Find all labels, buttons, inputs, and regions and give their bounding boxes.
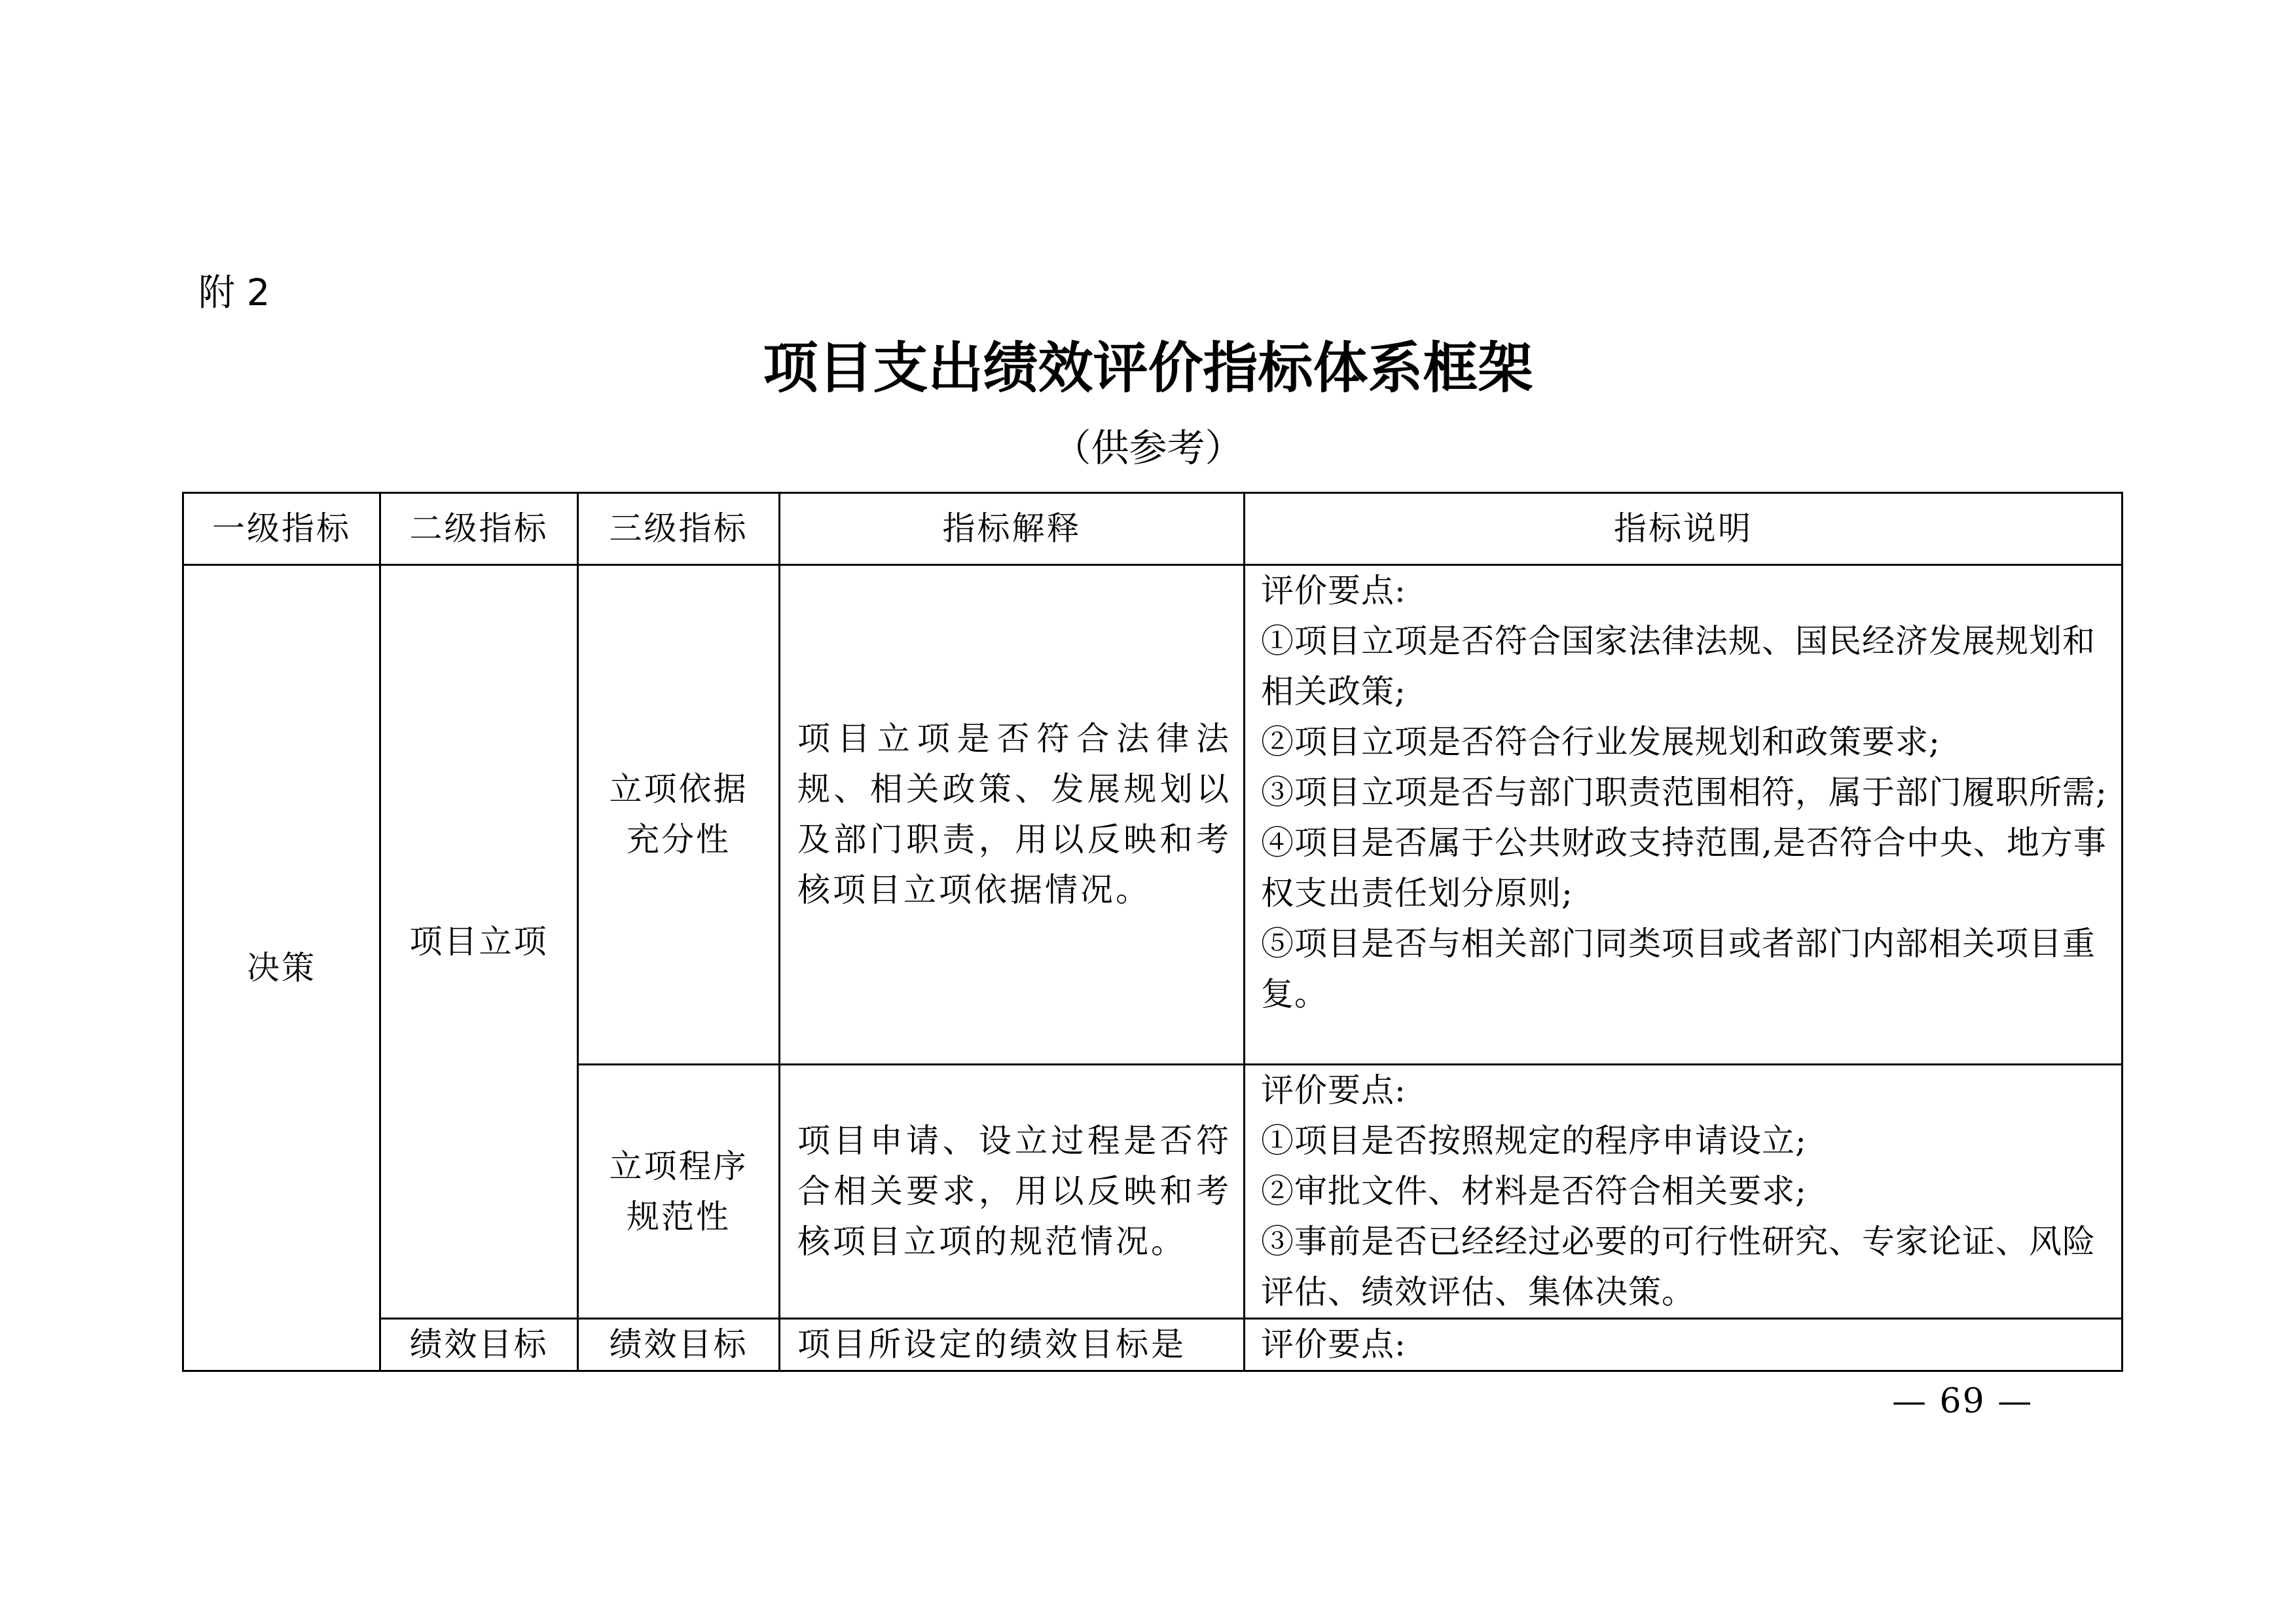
level3-text: 立项程序规范性 [609, 1147, 748, 1236]
notes-cell [1245, 1319, 2123, 1371]
note-line: ②项目立项是否符合行业发展规划和政策要求; [1261, 723, 1941, 761]
note-line: 评价要点: [1261, 1071, 1406, 1109]
level2-cell: 项目立项 [380, 565, 578, 1319]
level3-text: 立项依据充分性 [609, 770, 748, 858]
note-line: ③项目立项是否与部门职责范围相符，属于部门履职所需; [1261, 773, 2107, 811]
header-level3: 三级指标 [578, 493, 780, 565]
explanation-cell: 项目申请、设立过程是否符合相关要求，用以反映和考核项目立项的规范情况。 [780, 1065, 1245, 1319]
note-line: ⑤项目是否与相关部门同类项目或者部门内部相关项目重复。 [1261, 925, 2096, 1013]
table-row [183, 565, 2123, 1065]
indicator-table [182, 492, 2123, 1372]
document-title: 项目支出绩效评价指标体系框架 [763, 336, 1533, 400]
level3-cell [578, 565, 780, 1065]
note-line: ②审批文件、材料是否符合相关要求; [1261, 1172, 1807, 1210]
level3-cell: 绩效目标 [578, 1319, 780, 1371]
notes-cell [1245, 1065, 2123, 1319]
header-notes: 指标说明 [1245, 493, 2123, 565]
header-level1: 一级指标 [183, 493, 380, 565]
table-row [183, 1319, 2123, 1371]
note-line: 评价要点: [1261, 1325, 1406, 1363]
note-line: ④项目是否属于公共财政支持范围,是否符合中央、地方事权支出责任划分原则; [1261, 824, 2107, 912]
page-number: — 69 — [1892, 1382, 2033, 1421]
notes-cell [1245, 565, 2123, 1065]
attachment-label: 附 2 [198, 272, 270, 314]
note-line: ①项目是否按照规定的程序申请设立; [1261, 1122, 1807, 1160]
explanation-cell: 项目所设定的绩效目标是 [780, 1319, 1245, 1371]
level1-cell: 决策 [183, 565, 380, 1371]
level2-cell: 绩效目标 [380, 1319, 578, 1371]
header-level2: 二级指标 [380, 493, 578, 565]
level3-cell [578, 1065, 780, 1319]
document-subtitle: （供参考） [1053, 426, 1243, 470]
note-line: ③事前是否已经经过必要的可行性研究、专家论证、风险评估、绩效评估、集体决策。 [1261, 1223, 2096, 1311]
table-header-row [183, 493, 2123, 565]
note-line: 评价要点: [1261, 572, 1406, 610]
header-explanation: 指标解释 [780, 493, 1245, 565]
explanation-cell: 项目立项是否符合法律法规、相关政策、发展规划以及部门职责，用以反映和考核项目立项依据情况。 [780, 565, 1245, 1065]
note-line: ①项目立项是否符合国家法律法规、国民经济发展规划和相关政策; [1261, 622, 2096, 710]
